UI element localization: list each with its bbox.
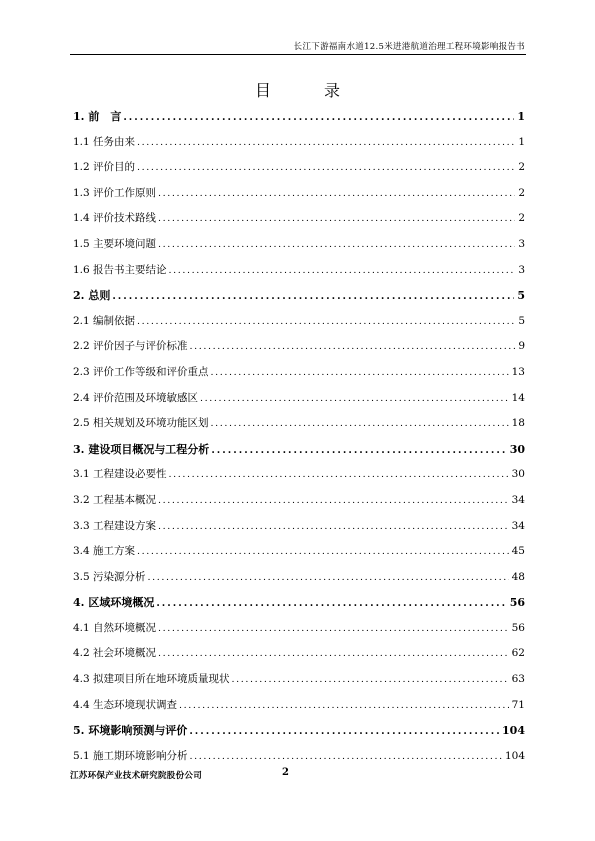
toc-entry-page-number: 5 [518,314,525,327]
toc-dot-leader [211,418,509,429]
toc-entry-label: 3.1 工程建设必要性 [73,468,167,481]
toc-entry-label: 3. 建设项目概况与工程分析 [73,442,210,456]
toc-entry-page-number: 5 [517,289,525,303]
toc-section-entry[interactable] [73,185,525,211]
toc-entry-label: 1.5 主要环境问题 [73,237,157,250]
toc-dot-leader [158,213,515,224]
toc-entry-label: 1. 前 言 [73,110,122,123]
toc-entry-label: 2.5 相关规划及环境功能区划 [73,417,209,430]
toc-entry-label: 4.3 拟建项目所在地环境质量现状 [73,673,230,686]
toc-dot-leader [211,367,509,378]
table-of-contents [73,108,525,773]
toc-section-entry[interactable] [73,313,525,339]
toc-dot-leader [158,495,509,506]
toc-section-entry[interactable] [73,569,525,595]
toc-chapter-entry[interactable] [73,108,525,134]
toc-dot-leader [137,316,515,327]
toc-section-entry[interactable] [73,518,525,544]
toc-entry-page-number: 71 [511,698,525,711]
toc-entry-label: 4. 区域环境概况 [73,596,155,610]
toc-chapter-entry[interactable] [73,722,525,748]
toc-chapter-entry[interactable] [73,594,525,620]
toc-section-entry[interactable] [73,415,525,441]
toc-dot-leader [137,137,515,148]
toc-entry-label: 2. 总则 [73,289,111,303]
toc-dot-leader [169,265,516,276]
toc-entry-page-number: 34 [511,493,525,506]
toc-entry-page-number: 30 [509,442,525,456]
toc-entry-label: 3.5 污染源分析 [73,570,146,583]
toc-entry-label: 2.3 评价工作等级和评价重点 [73,365,209,378]
toc-entry-label: 2.4 评价范围及环境敏感区 [73,391,199,404]
toc-dot-leader [156,598,506,609]
toc-entry-label: 3.4 施工方案 [73,545,136,558]
toc-dot-leader [169,469,509,480]
toc-entry-page-number: 30 [511,468,525,481]
toc-entry-label: 5.1 施工期环境影响分析 [73,749,188,762]
toc-entry-page-number: 48 [511,570,525,583]
toc-entry-page-number: 104 [502,724,525,738]
toc-section-entry[interactable] [73,338,525,364]
toc-entry-label: 1.1 任务由来 [73,135,136,148]
toc-entry-page-number: 62 [511,647,525,660]
toc-dot-leader [158,188,515,199]
toc-section-entry[interactable] [73,236,525,262]
toc-dot-leader [112,291,514,302]
toc-entry-page-number: 56 [511,621,525,634]
running-header: 长江下游福南水道12.5米进港航道治理工程环境影响报告书 [293,42,525,52]
toc-title: 目 录 [254,81,365,100]
toc-entry-page-number: 3 [518,263,525,276]
toc-section-entry[interactable] [73,210,525,236]
toc-section-entry[interactable] [73,262,525,288]
toc-section-entry[interactable] [73,466,525,492]
toc-entry-label: 5. 环境影响预测与评价 [73,724,188,738]
toc-entry-page-number: 3 [518,237,525,250]
toc-entry-label: 2.1 编制依据 [73,314,136,327]
toc-entry-page-number: 18 [511,417,525,430]
toc-entry-page-number: 45 [511,545,525,558]
toc-entry-page-number: 56 [509,596,525,610]
toc-dot-leader [158,521,509,532]
toc-chapter-entry[interactable] [73,441,525,467]
toc-entry-label: 1.6 报告书主要结论 [73,263,167,276]
toc-entry-page-number: 1 [517,110,525,123]
toc-section-entry[interactable] [73,620,525,646]
toc-entry-page-number: 63 [511,673,525,686]
toc-dot-leader [137,162,515,173]
toc-entry-page-number: 13 [511,365,525,378]
toc-entry-page-number: 104 [504,749,525,762]
header-divider [70,54,526,55]
toc-entry-label: 3.2 工程基本概况 [73,493,157,506]
toc-entry-page-number: 2 [518,212,525,225]
toc-entry-label: 2.2 评价因子与评价标准 [73,340,188,353]
toc-section-entry[interactable] [73,645,525,671]
toc-dot-leader [190,751,502,762]
toc-dot-leader [123,112,514,123]
toc-section-entry[interactable] [73,697,525,723]
toc-dot-leader [232,674,509,685]
toc-chapter-entry[interactable] [73,287,525,313]
toc-section-entry[interactable] [73,543,525,569]
toc-entry-label: 1.2 评价目的 [73,161,136,174]
toc-section-entry[interactable] [73,492,525,518]
toc-dot-leader [190,341,516,352]
toc-entry-label: 1.4 评价技术路线 [73,212,157,225]
toc-entry-page-number: 14 [511,391,525,404]
toc-section-entry[interactable] [73,364,525,390]
footer-page-number: 2 [282,767,289,778]
toc-section-entry[interactable] [73,159,525,185]
toc-entry-label: 4.4 生态环境现状调查 [73,698,178,711]
toc-entry-label: 4.1 自然环境概况 [73,621,157,634]
toc-entry-page-number: 1 [518,135,525,148]
toc-entry-page-number: 2 [518,161,525,174]
toc-dot-leader [137,546,509,557]
toc-entry-label: 4.2 社会环境概况 [73,647,157,660]
toc-dot-leader [148,572,509,583]
toc-dot-leader [158,623,509,634]
toc-dot-leader [158,648,509,659]
toc-entry-label: 1.3 评价工作原则 [73,186,157,199]
toc-dot-leader [200,393,509,404]
toc-dot-leader [189,726,499,737]
toc-section-entry[interactable] [73,671,525,697]
toc-entry-page-number: 2 [518,186,525,199]
toc-dot-leader [211,445,506,456]
toc-entry-page-number: 34 [511,519,525,532]
toc-dot-leader [179,700,509,711]
toc-entry-page-number: 9 [518,340,525,353]
toc-entry-label: 3.3 工程建设方案 [73,519,157,532]
toc-section-entry[interactable] [73,134,525,160]
toc-dot-leader [158,239,515,250]
footer-company: 江苏环保产业技术研究院股份公司 [70,771,203,781]
toc-section-entry[interactable] [73,390,525,416]
